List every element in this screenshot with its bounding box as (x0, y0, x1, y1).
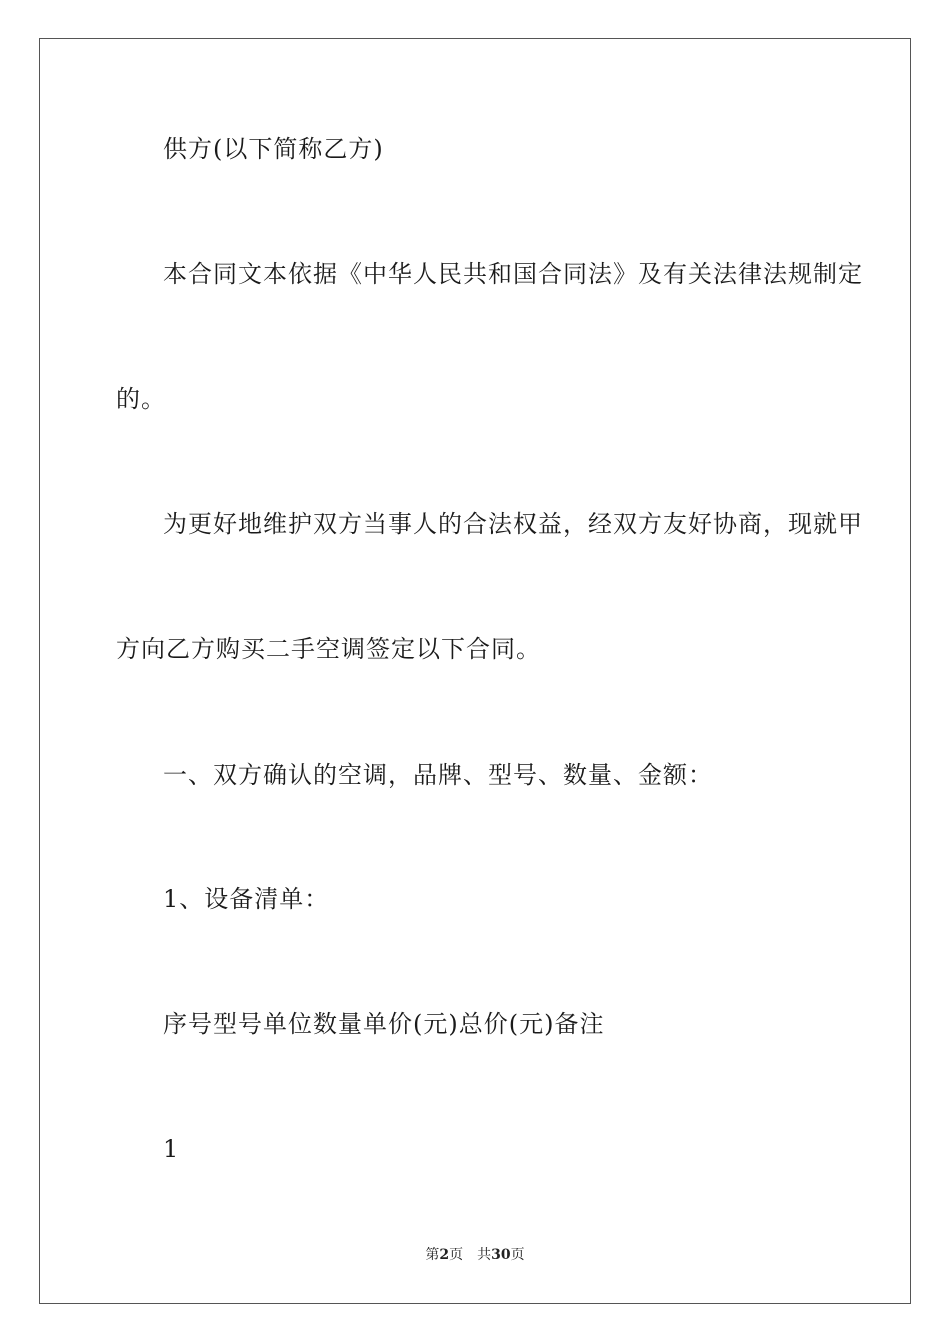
table-header-row: 序号型号单位数量单价(元)总价(元)备注 (163, 1010, 605, 1038)
subsection-equipment-list: 1、设备清单： (163, 885, 330, 913)
footer-page-prefix: 第 (425, 1247, 440, 1263)
page-footer (0, 1245, 950, 1265)
paragraph-purpose-line2: 方向乙方购买二手空调签定以下合同。 (116, 635, 541, 663)
footer-total-suffix: 页 (510, 1247, 525, 1263)
footer-total-prefix: 共 (477, 1247, 492, 1263)
footer-page-suffix: 页 (449, 1247, 464, 1263)
section-heading-1: 一、双方确认的空调，品牌、型号、数量、金额： (163, 761, 713, 789)
paragraph-supplier: 供方(以下简称乙方) (163, 135, 384, 163)
footer-total-pages: 30 (491, 1247, 511, 1263)
paragraph-basis-line1: 本合同文本依据《中华人民共和国合同法》及有关法律法规制定 (163, 260, 863, 288)
footer-page-number: 2 (439, 1247, 450, 1263)
page-frame (39, 38, 911, 1304)
paragraph-purpose-line1: 为更好地维护双方当事人的合法权益，经双方友好协商，现就甲 (163, 510, 863, 538)
paragraph-basis-line2: 的。 (116, 385, 166, 413)
table-row-number: 1 (163, 1135, 180, 1163)
